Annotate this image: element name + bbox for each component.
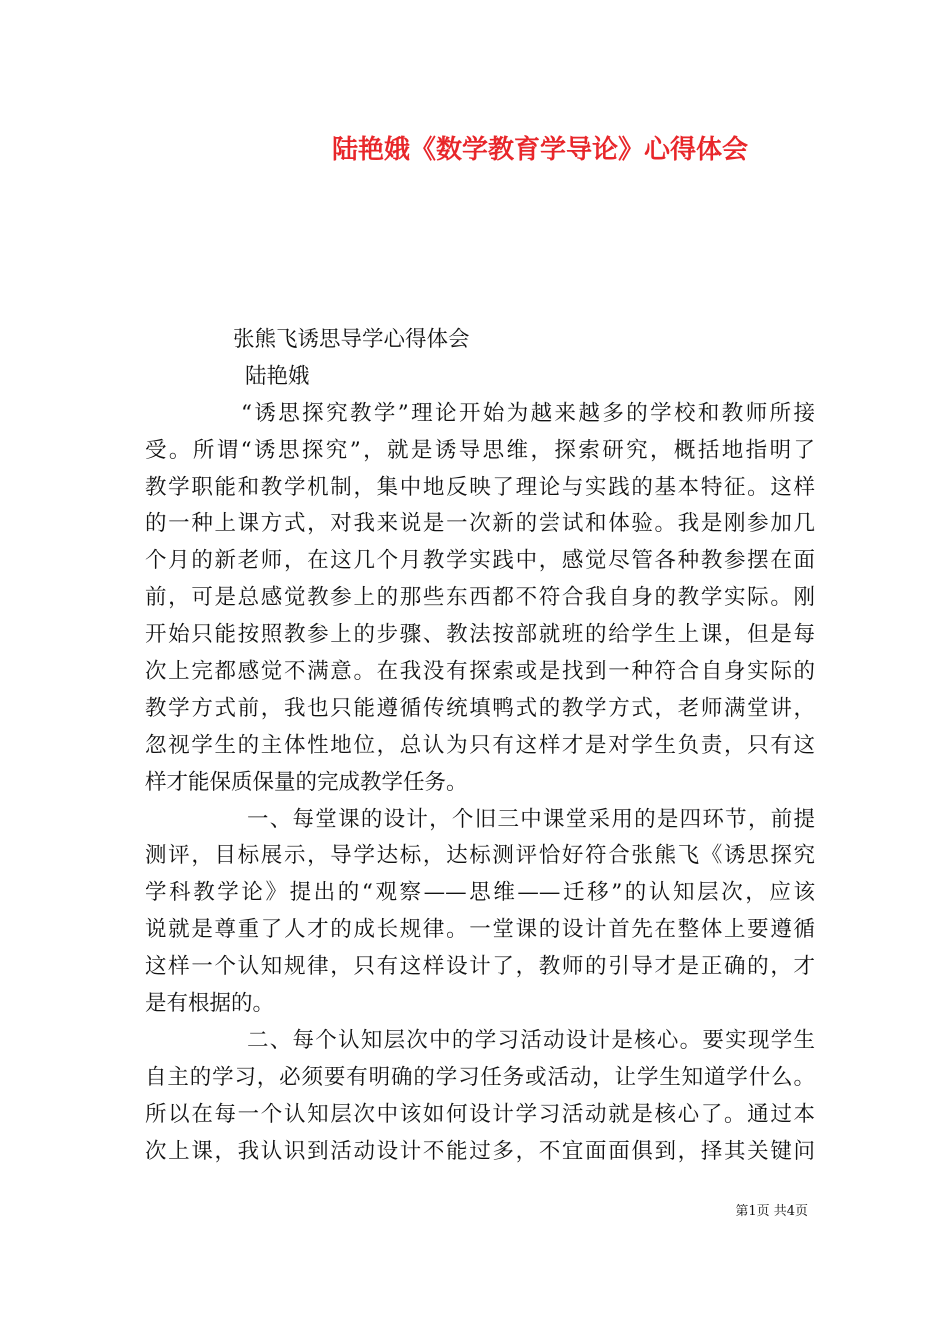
- text-line: 忽视学生的主体性地位，总认为只有这样才是对学生负责，只有这: [145, 732, 815, 758]
- text-line: “诱思探究教学”理论开始为越来越多的学校和教师所接: [241, 400, 815, 426]
- text-line: 这样一个认知规律，只有这样设计了，教师的引导才是正确的，才: [145, 954, 815, 980]
- text-line: 二、每个认知层次中的学习活动设计是核心。要实现学生: [247, 1027, 815, 1053]
- text-line: 次上课，我认识到活动设计不能过多，不宜面面俱到，择其关键问: [145, 1138, 815, 1164]
- text-line: 教学方式前，我也只能遵循传统填鸭式的教学方式，老师满堂讲，: [145, 695, 815, 721]
- text-line: 说就是尊重了人才的成长规律。一堂课的设计首先在整体上要遵循: [145, 917, 815, 943]
- text-line: 学科教学论》提出的“观察——思维——迁移”的认知层次，应该: [145, 880, 815, 906]
- document-body: [145, 322, 815, 1170]
- text-line: 所以在每一个认知层次中该如何设计学习活动就是核心了。通过本: [145, 1101, 815, 1127]
- text-line: 次上完都感觉不满意。在我没有探索或是找到一种符合自身实际的: [145, 659, 815, 685]
- text-line: 自主的学习，必须要有明确的学习任务或活动，让学生知道学什么。: [145, 1064, 815, 1090]
- text-line: 是有根据的。: [145, 991, 275, 1017]
- page-number: 第1页 共4页: [735, 1204, 808, 1219]
- text-line: 测评，目标展示，导学达标，达标测评恰好符合张熊飞《诱思探究: [145, 843, 815, 869]
- text-line: 受。所谓“诱思探究”，就是诱导思维，探索研究，概括地指明了: [145, 437, 815, 463]
- document-author: 陆艳娥: [245, 363, 310, 389]
- document-subtitle: 张熊飞诱思导学心得体会: [233, 327, 470, 352]
- text-line: 样才能保质保量的完成教学任务。: [145, 769, 468, 795]
- text-line: 前，可是总感觉教参上的那些东西都不符合我自身的教学实际。刚: [145, 585, 815, 611]
- text-line: 开始只能按照教参上的步骤、教法按部就班的给学生上课，但是每: [145, 622, 815, 648]
- document-title: 陆艳娥《数学教育学导论》心得体会: [331, 135, 748, 165]
- text-line: 一、每堂课的设计，个旧三中课堂采用的是四环节，前提: [247, 806, 815, 832]
- text-line: 个月的新老师，在这几个月教学实践中，感觉尽管各种教参摆在面: [145, 548, 815, 574]
- text-line: 教学职能和教学机制，集中地反映了理论与实践的基本特征。这样: [145, 474, 815, 500]
- text-line: 的一种上课方式，对我来说是一次新的尝试和体验。我是刚参加几: [145, 511, 815, 537]
